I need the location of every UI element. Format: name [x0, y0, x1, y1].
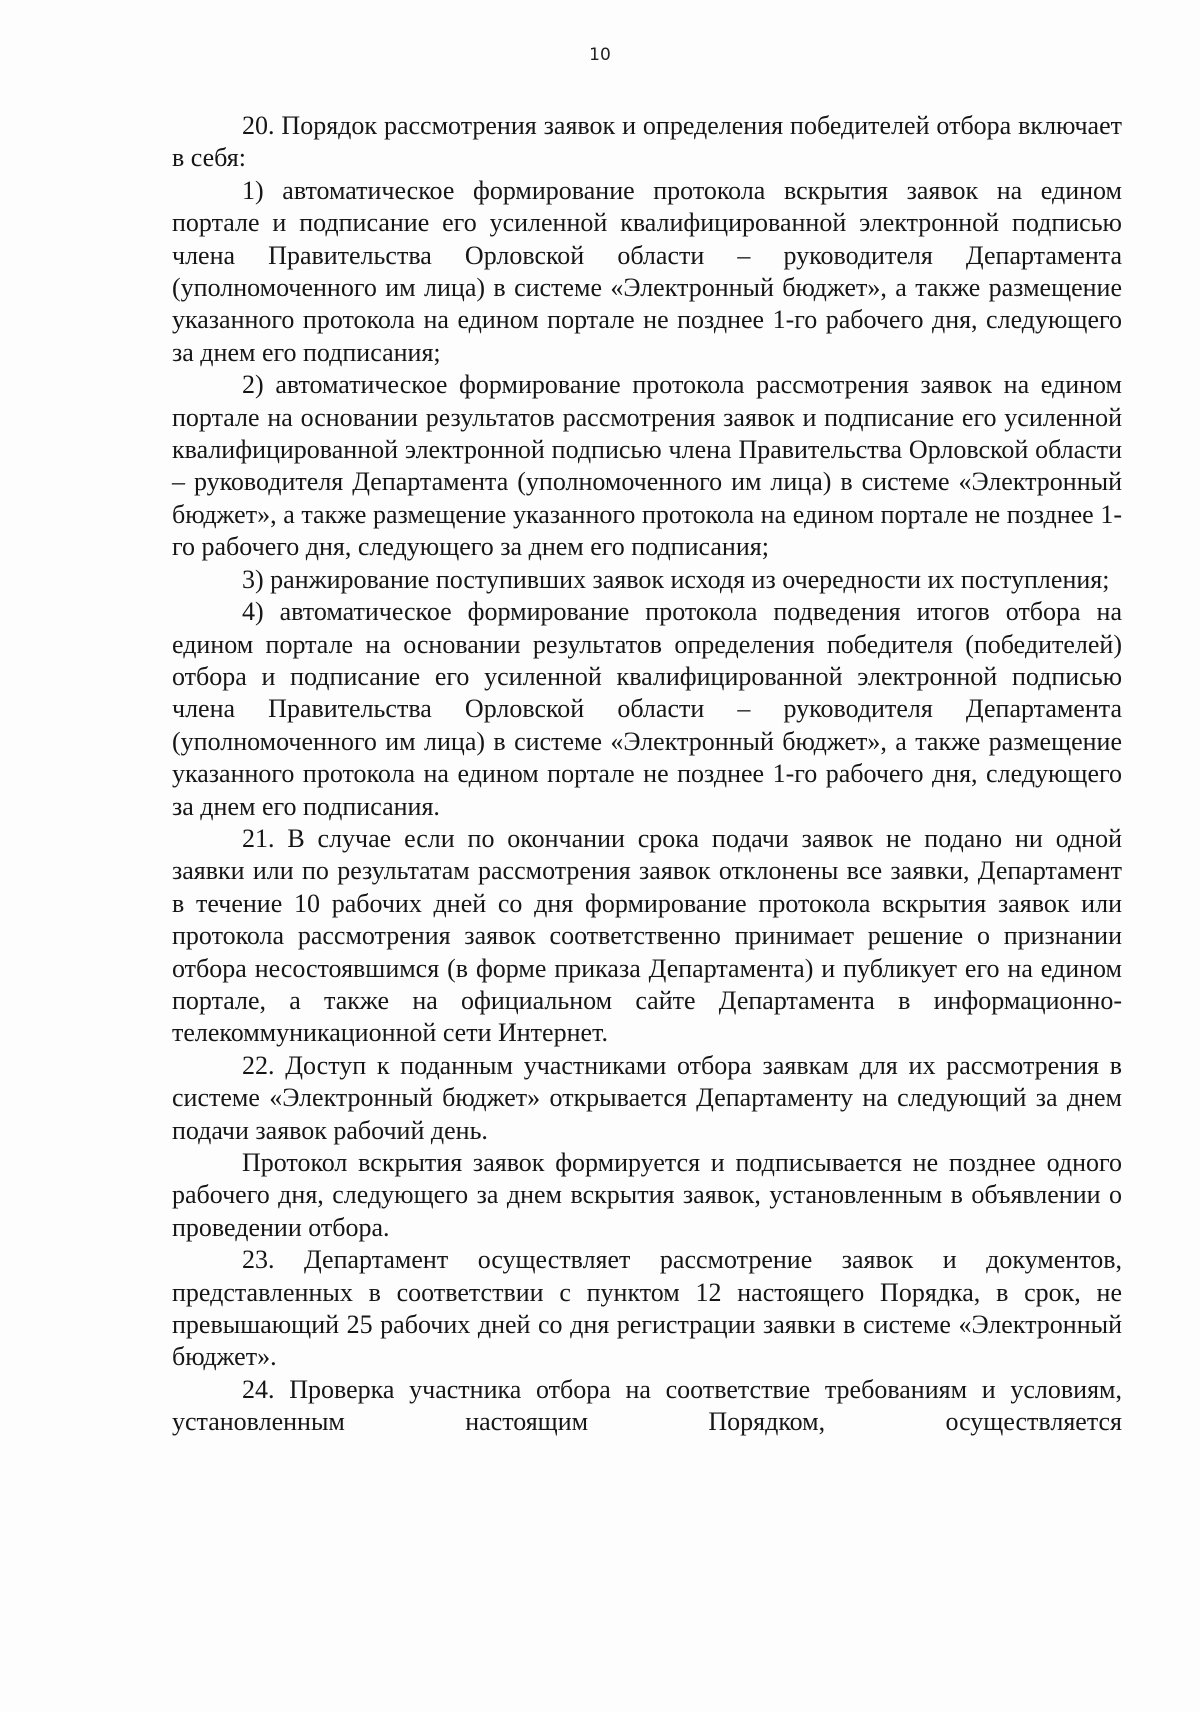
document-body	[172, 110, 1122, 1439]
paragraph-22: 22. Доступ к поданным участниками отбора заявкам для их рассмотрения в системе «Электронный бюджет» открывается Департаменту на следующий за днем подачи заявок рабочий день.	[172, 1050, 1122, 1145]
paragraph-20-item-4: 4) автоматическое формирование протокола подведения итогов отбора на едином портале на основании результатов определения победителя (победителей) отбора и подписание его усиленной квалифицированной электронной подписью члена Правительства Орловской области – руководителя Департамента (уполномоченного им лица) в системе «Электронный бюджет», а также размещение указанного протокола на едином портале не позднее 1-го рабочего дня, следующего за днем его подписания.	[172, 597, 1122, 821]
paragraph-20-item-1: 1) автоматическое формирование протокола вскрытия заявок на едином портале и подписание его усиленной квалифицированной электронной подписью члена Правительства Орловской области – руководителя Департамента (уполномоченного им лица) в системе «Электронный бюджет», а также размещение указанного протокола на едином портале не позднее 1-го рабочего дня, следующего за днем его подписания;	[172, 175, 1122, 367]
paragraph-20-item-3: 3) ранжирование поступивших заявок исходя из очередности их поступления;	[242, 564, 1110, 594]
paragraph-21: 21. В случае если по окончании срока подачи заявок не подано ни одной заявки или по результатам рассмотрения заявок отклонены все заявки, Департамент в течение 10 рабочих дней со дня формирование протокола вскрытия заявок или протокола рассмотрения заявок соответственно принимает решение о признании отбора несостоявшимся (в форме приказа Департамента) и публикует его на едином портале, а также на официальном сайте Департамента в информационно-телекоммуникационной сети Интернет.	[172, 823, 1122, 1048]
paragraph-24: 24. Проверка участника отбора на соответствие требованиям и условиям, установленным настоящим Порядком, осуществляется	[172, 1374, 1122, 1437]
page-number: 10	[589, 45, 611, 65]
paragraph-20-intro: 20. Порядок рассмотрения заявок и определения победителей отбора включает в себя:	[172, 111, 1122, 173]
paragraph-23: 23. Департамент осуществляет рассмотрение заявок и документов, представленных в соответствии с пунктом 12 настоящего Порядка, в срок, не превышающий 25 рабочих дней со дня регистрации заявки в системе «Электронный бюджет».	[172, 1245, 1122, 1372]
paragraph-22-protocol: Протокол вскрытия заявок формируется и подписывается не позднее одного рабочего дня, следующего за днем вскрытия заявок, установленным в объявлении о проведении отбора.	[172, 1148, 1122, 1242]
paragraph-20-item-2: 2) автоматическое формирование протокола рассмотрения заявок на едином портале на основании результатов рассмотрения заявок и подписание его усиленной квалифицированной электронной подписью члена Правительства Орловской области – руководителя Департамента (уполномоченного им лица) в системе «Электронный бюджет», а также размещение указанного протокола на едином портале не позднее 1-го рабочего дня, следующего за днем его подписания;	[172, 370, 1122, 562]
